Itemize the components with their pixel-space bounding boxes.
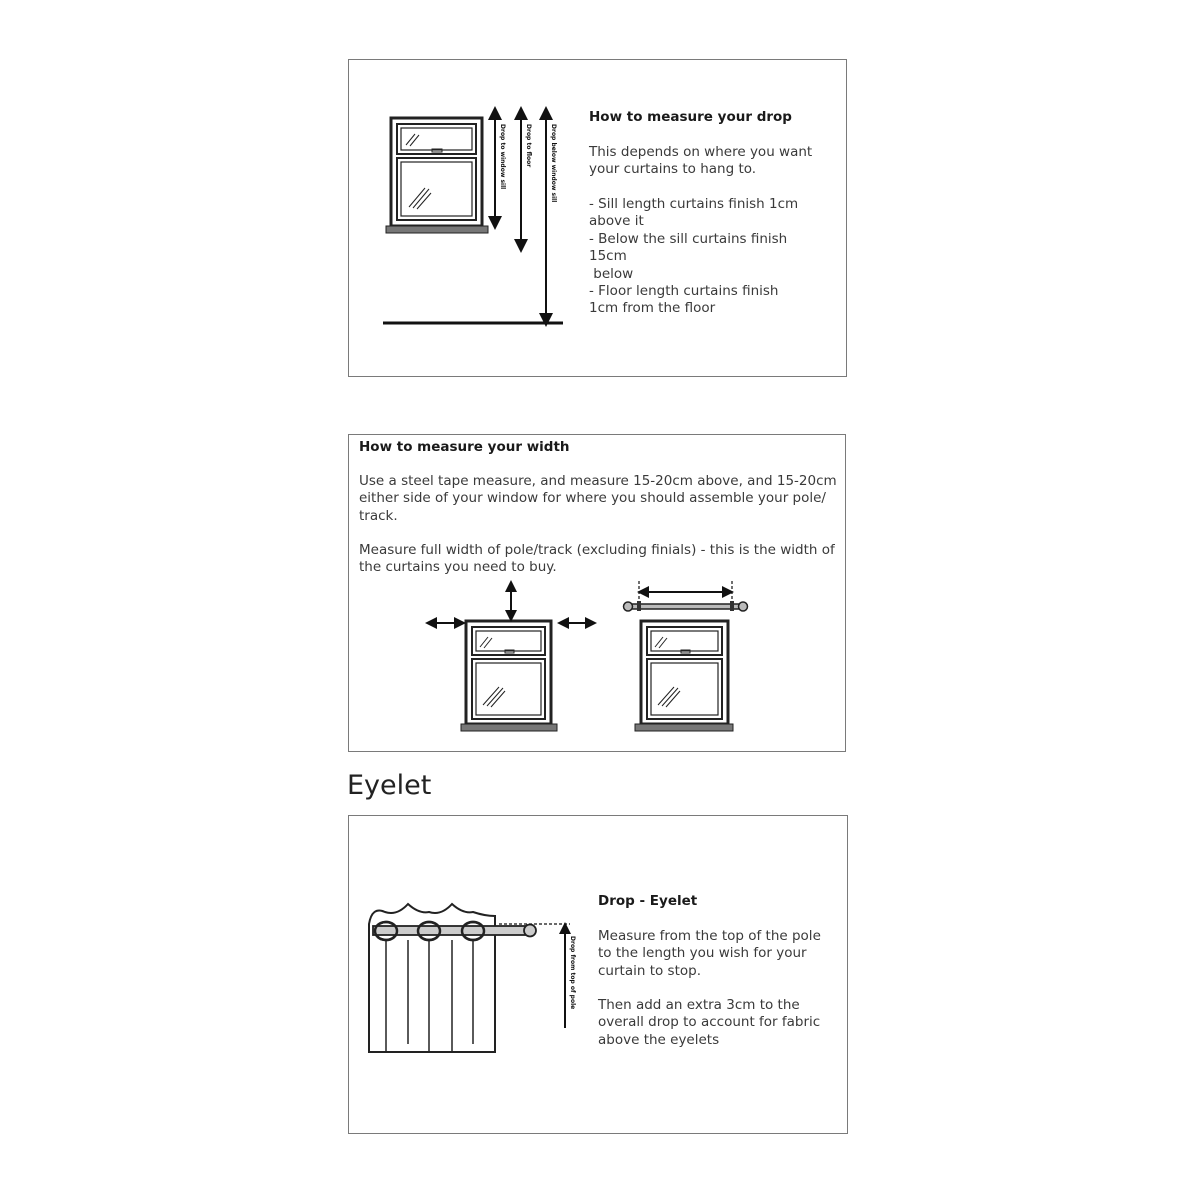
arrow-label-sill: Drop to window sill [499,124,506,190]
drop-bullets [589,196,829,318]
drop-bullet-line: - Floor length curtains finish [589,283,779,300]
drop-bullet-line: above it [589,213,644,230]
width-para-1: Use a steel tape measure, and measure 15-20cm above, and 15-20cm either side of your window for where you should assemble your pole/ track. [359,473,837,524]
section-title-eyelet: Eyelet [347,770,432,801]
eyelet-heading: Drop - Eyelet [598,893,698,909]
eyelet-curtain-illustration [369,904,536,1052]
width-panel [348,434,846,752]
eyelet-para-2: Then add an extra 3cm to the overall drop to account for fabric above the eyelets [598,997,821,1048]
width-diagram [349,435,847,753]
drop-heading: How to measure your drop [589,109,792,125]
width-heading: How to measure your width [359,439,570,455]
drop-bullet-line: - Below the sill curtains finish [589,230,788,247]
width-para-2: Measure full width of pole/track (excluding finials) - this is the width of the curtains you need to buy. [359,542,835,576]
drop-intro: This depends on where you want your curtains to hang to. [589,144,813,178]
window-illustration [386,118,488,233]
window-with-pole-illustration [635,621,733,731]
drop-bullet-line: 1cm from the floor [589,300,716,317]
eyelet-para-1: Measure from the top of the pole to the length you wish for your curtain to stop. [598,928,821,979]
eyelet-panel [348,815,848,1134]
drop-bullet-line: 15cm [589,248,627,265]
drop-bullet-line: below [589,265,634,282]
window-illustration [461,621,557,731]
drop-bullet-line: - Sill length curtains finish 1cm [589,196,799,212]
arrow-label-floor: Drop to floor [525,124,532,168]
arrow-label-below: Drop below window sill [550,124,557,203]
arrow-label-eyelet: Drop from top of pole [569,936,576,1010]
drop-panel [348,59,847,377]
curtain-pole [624,601,748,611]
